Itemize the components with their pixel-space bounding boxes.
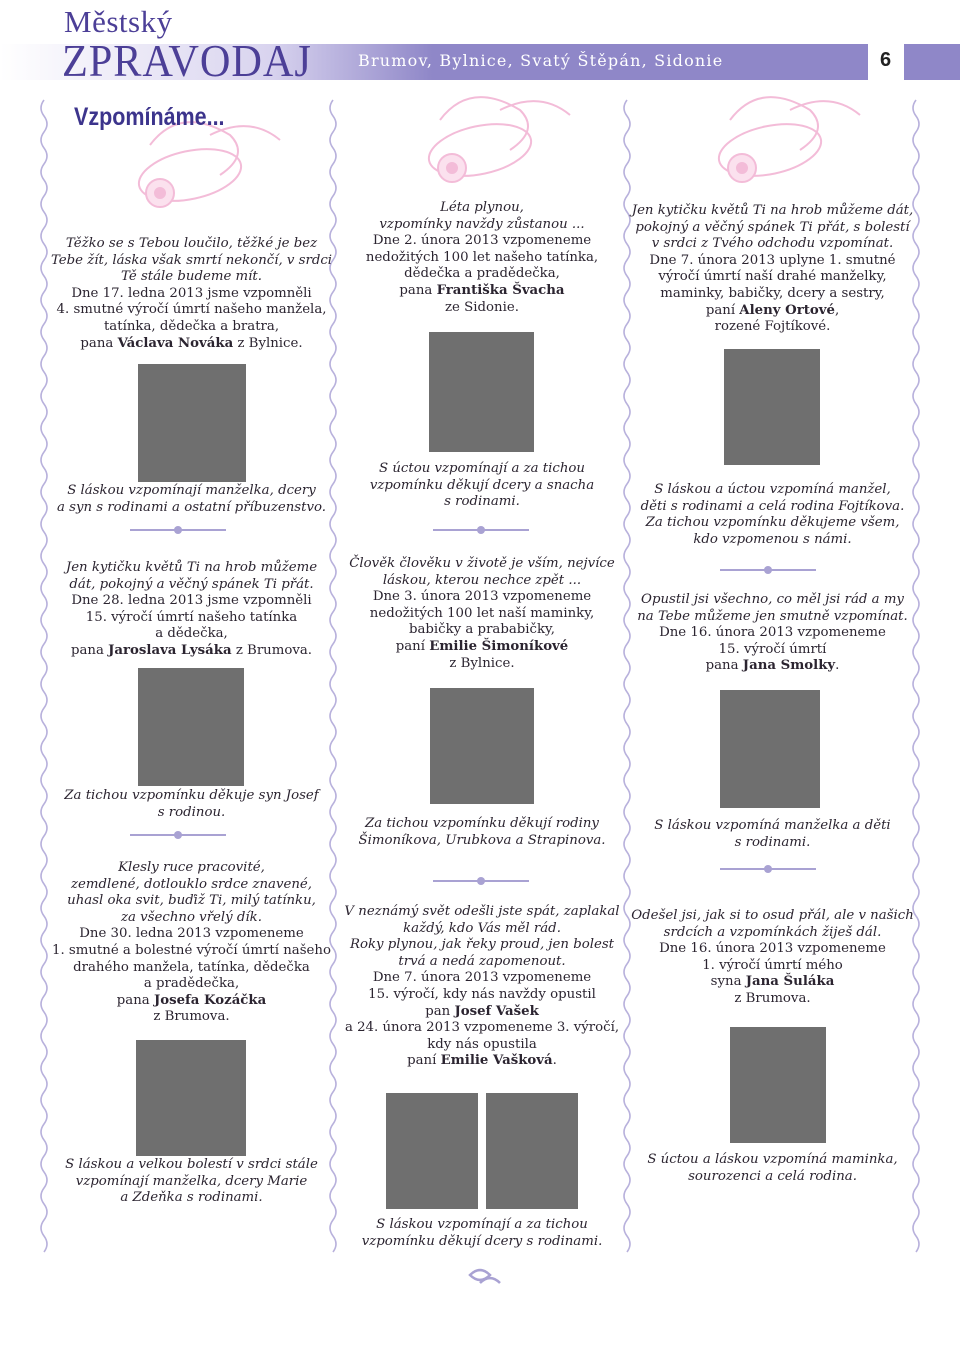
masthead-line2: ZPRAVODAJ — [62, 35, 312, 86]
portrait-photo-ortova — [724, 349, 820, 465]
name-simonikova: Emilie Šimoníkové — [429, 638, 569, 654]
obituary-vasek-text: V neznámý svět odešli jste spát, zaplakal každý, kdo Vás měl rád. Roky plynou, jak řeky proud, jen bolest trvá a nedá zapomenout. Dne 7. února 2013 vzpomeneme 15. výročí, kdy nás navždy opustil pan Josef Vašek a 24. února 2013 vzpomeneme 3. výročí, kdy nás opustila paní Emilie Vašková. — [344, 904, 620, 1069]
closing-ornament-icon — [470, 1270, 500, 1283]
portrait-photo-lysak — [138, 668, 244, 786]
section-title: Vzpomínáme... — [74, 103, 225, 131]
portrait-photo-kozacek — [136, 1040, 246, 1156]
masthead-line1: Městský — [64, 4, 173, 39]
divider-2 — [130, 831, 226, 839]
name-sulak: Jana Šuláka — [745, 974, 835, 990]
obituary-ortova-text: Jen kytičku květů Ti na hrob můžeme dát, pokojný a věčný spánek Ti přát, s bolestí v srdci z Tvého odchodu vzpomínat. Dne 7. února 2013 uplyne 1. smutné výročí úmrtí naší drahé manželky, maminky, babičky, dcery a sestry, paní Aleny Ortové, rozené Fojtíkové. — [631, 203, 914, 335]
portrait-photo-vaskova — [486, 1093, 578, 1209]
header-subtitle: Brumov, Bylnice, Svatý Štěpán, Sidonie — [358, 51, 724, 70]
divider-4 — [433, 877, 529, 885]
portrait-photo-svach — [429, 332, 534, 452]
caption-novak: S láskou vzpomínají manželka, dcery a syn s rodinami a ostatní příbuzenstvo. — [57, 483, 326, 515]
border-left — [41, 100, 47, 1252]
caption-sulak: S úctou a láskou vzpomíná maminka, sourozenci a celá rodina. — [647, 1152, 898, 1184]
portrait-photo-novak — [138, 364, 246, 482]
caption-kozacek: S láskou a velkou bolestí v srdci stále vzpomínají manželka, dcery Marie a Zdeňka s rodinami. — [65, 1157, 318, 1206]
portrait-photo-sulak — [730, 1027, 826, 1143]
name-kozacek: Josefa Kozáčka — [153, 992, 267, 1008]
name-svach: Františka Švacha — [436, 282, 565, 298]
obituary-sulak-text: Odešel jsi, jak si to osud přál, ale v našich srdcích a vzpomínkách žiješ dál. Dne 16. února 2013 vzpomeneme 1. výročí úmrtí mého syna Jana Šuláka z Brumova. — [631, 908, 914, 1006]
divider-3 — [433, 526, 529, 534]
caption-ortova: S láskou a úctou vzpomíná manžel, děti s rodinami a celá rodina Fojtíkova. Za tichou vzpomínku děkujeme všem, kdo vzpomenou s námi. — [640, 482, 905, 547]
caption-simonikova: Za tichou vzpomínku děkují rodiny Šimoníkova, Urubkova a Strapinova. — [358, 816, 606, 848]
name-vasek: Josef Vašek — [454, 1003, 539, 1019]
page-number: 6 — [880, 49, 892, 71]
portrait-photo-smolka — [720, 690, 820, 808]
caption-lysak: Za tichou vzpomínku děkuje syn Josef s rodinou. — [64, 788, 319, 820]
portrait-photo-simonikova — [430, 688, 534, 804]
obituary-svach-text: Léta plynou, vzpomínky navždy zůstanou ... Dne 2. února 2013 vzpomeneme nedožitých 100 let našeho tatínka, dědečka a pradědečka, pana Františka Švacha ze Sidonie. — [365, 200, 599, 315]
portrait-photo-vasek — [386, 1093, 478, 1209]
caption-vasek: S láskou vzpomínají a za tichou vzpomínku děkují dcery s rodinami. — [361, 1217, 603, 1249]
name-lysak: Jaroslava Lysáka — [108, 642, 232, 658]
caption-svach: S úctou vzpomínají a za tichou vzpomínku děkují dcery a snacha s rodinami. — [369, 461, 595, 510]
name-novak: Václava Nováka — [117, 335, 234, 351]
name-ortova: Aleny Ortové — [739, 302, 835, 318]
obituary-simonikova-text: Člověk člověku v životě je vším, nejvíce láskou, kterou nechce zpět ... Dne 3. února 2013 vzpomeneme nedožitých 100 let naší maminky, babičky a prababičky, paní Emilie Šimoníkové z Bylnice. — [349, 556, 615, 671]
flower-ornament-3 — [714, 97, 860, 184]
obituary-lysak-text: Jen kytičku květů Ti na hrob můžeme dát, pokojný a věčný spánek Ti přát. Dne 28. ledna 2013 jsme vzpomněli 15. výročí úmrtí našeho tatínka a dědečka, pana Jaroslava Lysáka z Brumova. — [65, 560, 318, 658]
obituary-kozacek-text: Klesly ruce pracovité, zemdlené, dotlouklo srdce znavené, uhasl oka svit, buďiž Ti, milý tatínku, za všechno vřelý dík. Dne 30. ledna 2013 vzpomeneme 1. smutné a bolestné výročí úmrtí našeho drahého manžela, tatínka, dědečka a pradědečka, pana Josefa Kozáčka z Brumova. — [52, 860, 331, 1025]
flower-ornament-1 — [134, 122, 280, 209]
divider-1 — [130, 526, 226, 534]
obituary-novak-text: Těžko se s Tebou loučilo, těžké je bez Tebe žít, láska však smrtí nekončí, v srdci Tě stále budeme mít. Dne 17. ledna 2013 jsme vzpomněli 4. smutné výročí úmrtí našeho manžela, tatínka, dědečka a bratra, pana Václava Nováka z Bylnice. — [50, 236, 333, 351]
name-smolka: Jana Smolky — [742, 658, 836, 674]
obituary-smolka-text: Opustil jsi všechno, co měl jsi rád a my na Tebe můžeme jen smutně vzpomínat. Dne 16. února 2013 vzpomeneme 15. výročí úmrtí pana Jana Smolky. — [637, 592, 908, 674]
name-vaskova: Emilie Vašková — [440, 1053, 553, 1069]
divider-6 — [720, 865, 816, 873]
flower-ornament-2 — [424, 97, 570, 184]
caption-smolka: S láskou vzpomíná manželka a děti s rodinami. — [654, 818, 891, 850]
divider-5 — [720, 566, 816, 574]
